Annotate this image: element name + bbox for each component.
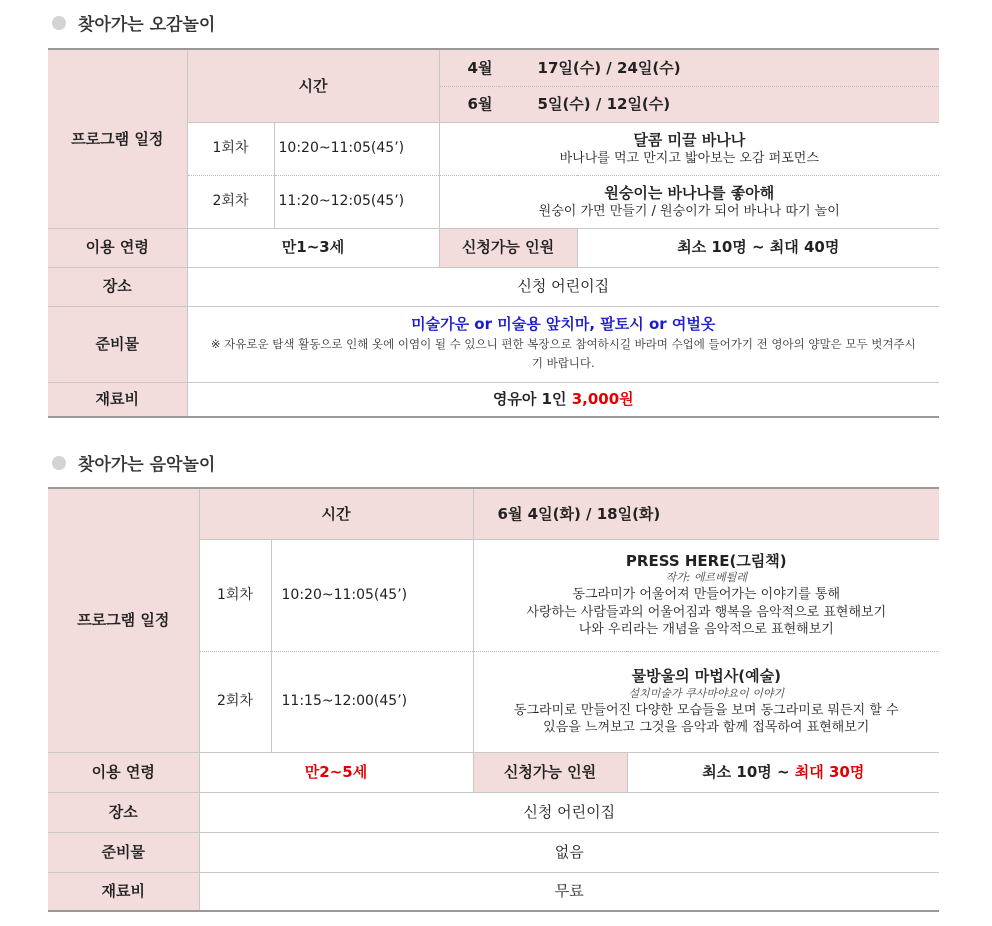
- program-table-music: [48, 487, 939, 912]
- session-no: 2회차: [187, 175, 274, 228]
- schedule-label: 프로그램 일정: [48, 488, 199, 752]
- session-content: 원숭이는 바나나를 좋아해 원숭이 가면 만들기 / 원숭이가 되어 바나나 따기 놀이: [439, 175, 939, 228]
- session-content: PRESS HERE(그림책) 작가: 에르베튈레 동그라미가 어울어져 만들어가는 이야기를 통해 사랑하는 사람들과의 어울어짐과 행복을 음악적으로 표현해보기 나와 우리라는 개념을 음악적으로 표현해보기: [473, 539, 939, 651]
- prep-label: 준비물: [48, 832, 199, 872]
- program-table-sensory: [48, 48, 939, 418]
- fee-label: 재료비: [48, 382, 187, 417]
- age-label: 이용 연령: [48, 228, 187, 267]
- session-content: 물방울의 마법사(예술) 설치미술가 쿠사마야요이 이야기 동그라미로 만들어진 다양한 모습들을 보며 동그라미로 뭐든지 할 수 있음을 느껴보고 그것을 음악과 함께 접목하여 표현해보기: [473, 651, 939, 752]
- bullet-icon: [52, 456, 66, 470]
- age-label: 이용 연령: [48, 752, 199, 792]
- date-row: 4월 17일(수) / 24일(수): [439, 49, 939, 86]
- date-row: 6월 5일(수) / 12일(수): [439, 86, 939, 122]
- place-label: 장소: [48, 792, 199, 832]
- fee-value: 영유아 1인 3,000원: [187, 382, 939, 417]
- session-no: 1회차: [199, 539, 271, 651]
- age-value: 만1~3세: [187, 228, 439, 267]
- session-time: 11:20~12:05(45’): [274, 175, 439, 228]
- fee-label: 재료비: [48, 872, 199, 911]
- prep-content: 미술가운 or 미술용 앞치마, 팔토시 or 여벌옷 ※ 자유로운 탐색 활동으로 인해 옷에 이염이 될 수 있으니 편한 복장으로 참여하시길 바라며 수업에 들어가기 전 영아의 양말은 모두 벗겨주시기 바랍니다.: [187, 306, 939, 382]
- session-no: 1회차: [187, 122, 274, 175]
- time-label: 시간: [199, 488, 473, 539]
- place-value: 신청 어린이집: [199, 792, 939, 832]
- schedule-label: 프로그램 일정: [48, 49, 187, 228]
- session-no: 2회차: [199, 651, 271, 752]
- prep-label: 준비물: [48, 306, 187, 382]
- section-title: 찾아가는 오감놀이: [52, 10, 215, 35]
- session-time: 11:15~12:00(45’): [271, 651, 473, 752]
- capacity-label: 신청가능 인원: [439, 228, 577, 267]
- session-time: 10:20~11:05(45’): [271, 539, 473, 651]
- time-label: 시간: [187, 49, 439, 122]
- section-title: 찾아가는 음악놀이: [52, 450, 215, 475]
- session-time: 10:20~11:05(45’): [274, 122, 439, 175]
- session-content: 달콤 미끌 바나나 바나나를 먹고 만지고 밟아보는 오감 퍼포먼스: [439, 122, 939, 175]
- date-row: 6월 4일(화) / 18일(화): [473, 488, 939, 539]
- prep-value: 없음: [199, 832, 939, 872]
- capacity-value: 최소 10명 ~ 최대 30명: [627, 752, 939, 792]
- age-value: 만2~5세: [199, 752, 473, 792]
- fee-value: 무료: [199, 872, 939, 911]
- place-value: 신청 어린이집: [187, 267, 939, 306]
- bullet-icon: [52, 16, 66, 30]
- capacity-value: 최소 10명 ~ 최대 40명: [577, 228, 939, 267]
- place-label: 장소: [48, 267, 187, 306]
- capacity-label: 신청가능 인원: [473, 752, 627, 792]
